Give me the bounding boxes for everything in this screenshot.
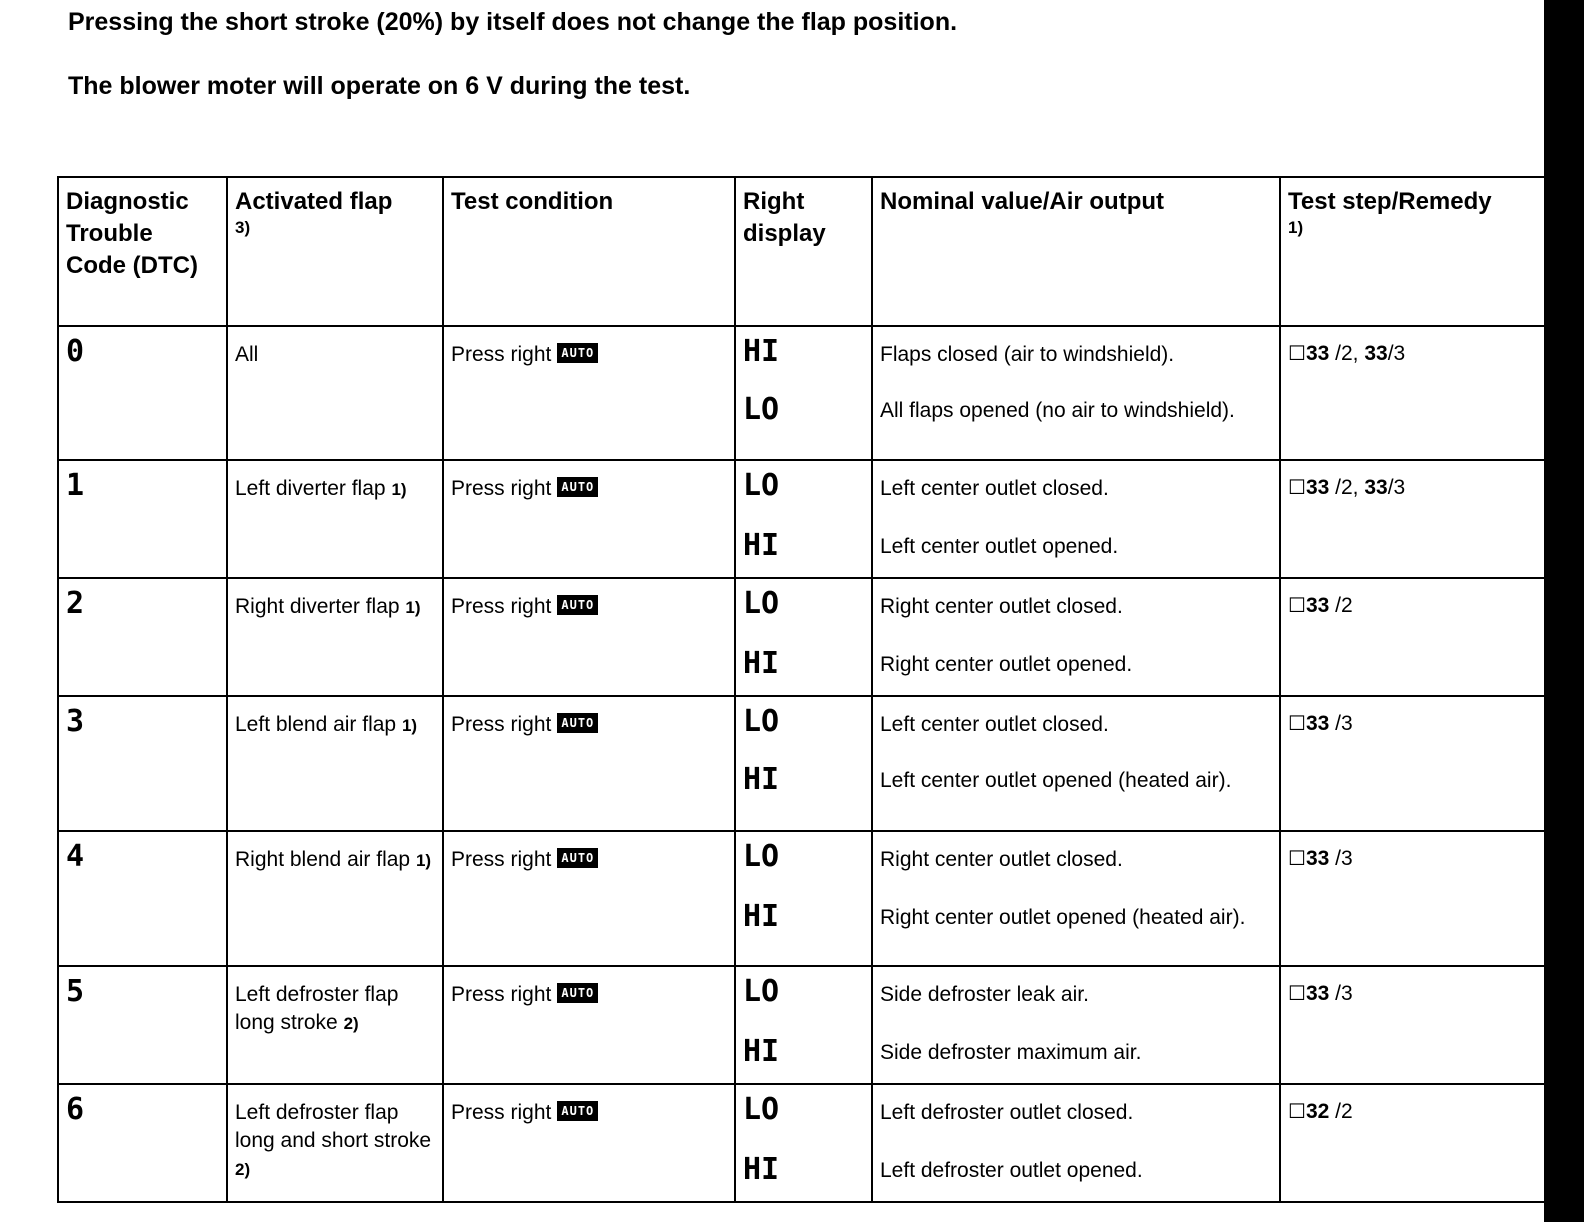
display-value-2: HI	[743, 1034, 780, 1069]
flap-note: 1)	[401, 716, 418, 735]
test-condition-cell	[443, 1084, 735, 1202]
nominal-value-1: Right center outlet closed.	[880, 595, 1123, 618]
nominal-value-cell	[872, 696, 1280, 831]
dtc-cell	[58, 696, 227, 831]
auto-button-icon: AUTO	[557, 595, 598, 615]
activated-flap-cell	[227, 326, 443, 460]
page-edge-bar	[1544, 0, 1584, 1222]
nominal-value-1: Left center outlet closed.	[880, 713, 1109, 736]
condition-text: Press right	[451, 983, 552, 1006]
activated-flap-cell	[227, 578, 443, 696]
test-condition-cell	[443, 831, 735, 966]
display-value-2: HI	[743, 762, 780, 797]
test-step-number: 33	[1305, 594, 1330, 617]
condition-text: Press right	[451, 343, 552, 366]
header-dtc: Diagnostic Trouble Code (DTC)	[58, 177, 227, 326]
flap-name: Left diverter flap	[235, 477, 386, 500]
header-test-step: Test step/Remedy 1)	[1280, 177, 1545, 326]
display-value-2: HI	[743, 1152, 780, 1187]
auto-button-icon: AUTO	[557, 343, 598, 363]
display-value-2: HI	[743, 528, 780, 563]
checkbox-icon: ☐	[1288, 983, 1306, 1005]
flap-note: 1)	[391, 480, 407, 499]
display-value-1: LO	[743, 839, 780, 874]
table-row	[58, 1084, 1545, 1202]
nominal-value-cell	[872, 578, 1280, 696]
header-remedy-note: 1)	[1288, 218, 1304, 237]
dtc-code: 6	[66, 1092, 85, 1127]
activated-flap-cell	[227, 966, 443, 1084]
test-step-sub: /3	[1329, 982, 1353, 1005]
table-row	[58, 460, 1545, 578]
flap-note: 2)	[235, 1160, 251, 1179]
checkbox-icon: ☐	[1288, 477, 1306, 499]
display-value-1: LO	[743, 704, 780, 739]
test-step-number-2: 33	[1364, 342, 1388, 365]
test-step-sub: /3	[1329, 712, 1353, 735]
right-display-cell	[735, 326, 872, 460]
auto-button-icon: AUTO	[557, 848, 598, 868]
auto-button-icon: AUTO	[557, 477, 598, 497]
auto-button-icon: AUTO	[557, 1101, 598, 1121]
nominal-value-2: Left center outlet opened.	[880, 535, 1119, 558]
flap-test-table	[57, 176, 1546, 1203]
checkbox-icon: ☐	[1288, 713, 1306, 735]
test-step-cell	[1280, 696, 1545, 831]
right-display-cell	[735, 966, 872, 1084]
nominal-value-2: All flaps opened (no air to windshield).	[880, 399, 1235, 422]
nominal-value-1: Left center outlet closed.	[880, 477, 1109, 500]
dtc-code: 2	[66, 586, 85, 621]
test-step-number: 33	[1305, 342, 1330, 365]
dtc-cell	[58, 326, 227, 460]
activated-flap-cell	[227, 1084, 443, 1202]
display-value-2: LO	[743, 392, 780, 427]
nominal-value-2: Right center outlet opened.	[880, 653, 1133, 676]
flap-note: 1)	[405, 598, 421, 617]
flap-name: Left blend air flap	[235, 713, 397, 736]
test-step-cell	[1280, 326, 1545, 460]
nominal-value-cell	[872, 831, 1280, 966]
test-step-number: 33	[1305, 982, 1330, 1005]
test-condition-cell	[443, 460, 735, 578]
dtc-cell	[58, 831, 227, 966]
test-step-number-2: 33	[1364, 476, 1388, 499]
test-step-sub: /2,	[1329, 476, 1365, 499]
test-step-sub: /2	[1329, 594, 1353, 617]
table-row	[58, 326, 1545, 460]
nominal-value-cell	[872, 1084, 1280, 1202]
test-step-sub: /2	[1329, 1100, 1353, 1123]
test-condition-cell	[443, 966, 735, 1084]
test-step-cell	[1280, 460, 1545, 578]
condition-text: Press right	[451, 848, 552, 871]
test-step-cell	[1280, 578, 1545, 696]
test-step-number: 32	[1305, 1100, 1330, 1123]
flap-note: 2)	[343, 1014, 359, 1033]
nominal-value-2: Right center outlet opened (heated air).	[880, 906, 1246, 929]
display-value-1: LO	[743, 974, 780, 1009]
nominal-value-1: Left defroster outlet closed.	[880, 1101, 1134, 1124]
table-header-row	[58, 177, 1545, 326]
display-value-2: HI	[743, 646, 780, 681]
table-row	[58, 696, 1545, 831]
activated-flap-cell	[227, 696, 443, 831]
condition-text: Press right	[451, 713, 552, 736]
nominal-value-2: Side defroster maximum air.	[880, 1041, 1142, 1064]
test-step-sub: /2,	[1329, 342, 1365, 365]
nominal-value-cell	[872, 326, 1280, 460]
table-row	[58, 578, 1545, 696]
flap-note: 1)	[415, 851, 432, 870]
table-row	[58, 966, 1545, 1084]
dtc-code: 1	[66, 468, 85, 503]
header-nominal-value: Nominal value/Air output	[872, 177, 1280, 326]
test-step-sub-2: /3	[1387, 342, 1406, 365]
dtc-code: 4	[66, 839, 85, 874]
header-right-display: Right display	[735, 177, 872, 326]
display-value-1: LO	[743, 468, 780, 503]
right-display-cell	[735, 831, 872, 966]
flap-name: Right diverter flap	[235, 595, 400, 618]
intro-line-short-stroke: Pressing the short stroke (20%) by itself does not change the flap position.	[68, 8, 958, 36]
display-value-1: LO	[743, 1092, 780, 1127]
nominal-value-1: Flaps closed (air to windshield).	[880, 343, 1175, 366]
display-value-1: HI	[743, 334, 780, 369]
dtc-code: 3	[66, 704, 85, 739]
checkbox-icon: ☐	[1288, 343, 1306, 365]
auto-button-icon: AUTO	[557, 983, 598, 1003]
test-step-cell	[1280, 966, 1545, 1084]
flap-name: Right blend air flap	[235, 848, 411, 871]
test-step-sub-2: /3	[1387, 476, 1406, 499]
flap-name: Left defroster flap long stroke	[235, 983, 399, 1034]
test-step-sub: /3	[1329, 847, 1353, 870]
dtc-cell	[58, 966, 227, 1084]
flap-name: Left defroster flap long and short stroke	[235, 1101, 432, 1152]
test-step-number: 33	[1305, 712, 1330, 735]
condition-text: Press right	[451, 477, 552, 500]
dtc-code: 5	[66, 974, 85, 1009]
display-value-1: LO	[743, 586, 780, 621]
header-flap-note: 3)	[235, 218, 251, 237]
condition-text: Press right	[451, 595, 552, 618]
checkbox-icon: ☐	[1288, 1101, 1306, 1123]
test-step-number: 33	[1305, 847, 1330, 870]
test-condition-cell	[443, 326, 735, 460]
dtc-cell	[58, 460, 227, 578]
checkbox-icon: ☐	[1288, 595, 1306, 617]
display-value-2: HI	[743, 899, 780, 934]
dtc-cell	[58, 578, 227, 696]
auto-button-icon: AUTO	[557, 713, 598, 733]
header-test-condition: Test condition	[443, 177, 735, 326]
flap-name: All	[235, 343, 259, 366]
nominal-value-cell	[872, 966, 1280, 1084]
right-display-cell	[735, 696, 872, 831]
right-display-cell	[735, 578, 872, 696]
intro-line-blower-voltage: The blower moter will operate on 6 V during the test.	[68, 72, 691, 100]
dtc-cell	[58, 1084, 227, 1202]
table-row	[58, 831, 1545, 966]
nominal-value-1: Side defroster leak air.	[880, 983, 1089, 1006]
header-activated-flap: Activated flap 3)	[227, 177, 443, 326]
nominal-value-2: Left center outlet opened (heated air).	[880, 769, 1232, 792]
right-display-cell	[735, 1084, 872, 1202]
activated-flap-cell	[227, 831, 443, 966]
nominal-value-2: Left defroster outlet opened.	[880, 1159, 1143, 1182]
dtc-code: 0	[66, 334, 85, 369]
test-step-number: 33	[1305, 476, 1330, 499]
test-condition-cell	[443, 696, 735, 831]
test-condition-cell	[443, 578, 735, 696]
test-step-cell	[1280, 1084, 1545, 1202]
nominal-value-cell	[872, 460, 1280, 578]
condition-text: Press right	[451, 1101, 552, 1124]
nominal-value-1: Right center outlet closed.	[880, 848, 1123, 871]
checkbox-icon: ☐	[1288, 848, 1306, 870]
activated-flap-cell	[227, 460, 443, 578]
test-step-cell	[1280, 831, 1545, 966]
right-display-cell	[735, 460, 872, 578]
